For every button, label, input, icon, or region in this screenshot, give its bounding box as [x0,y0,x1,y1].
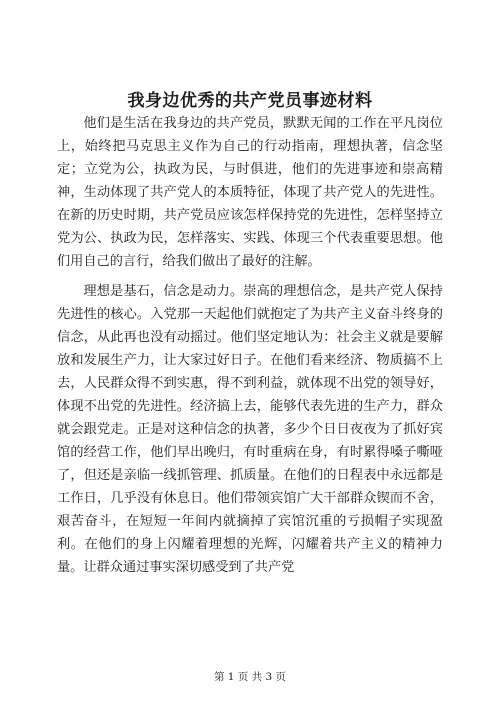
document-title: 我身边优秀的共产党员事迹材料 [127,91,373,111]
page-footer: 第 1 页 共 3 页 [213,671,287,683]
document-body [57,112,443,579]
paragraph-1: 他们是生活在我身边的共产党员，默默无闻的工作在平凡岗位上，始终把马克思主义作为自己的行动指南，理想执著，信念坚定；立党为公，执政为民，与时俱进，他们的先进事迹和崇高精神，生动体现了共产党人的本质特征，体现了共产党人的先进性。在新的历史时期，共产党员应该怎样保持党的先进性，怎样坚持立党为公、执政为民，怎样落实、实践、体现三个代表重要思想。他们用自己的言行，给我们做出了最好的注解。 [57,116,443,269]
paragraph-2: 理想是基石，信念是动力。崇高的理想信念，是共产党人保持先进性的核心。入党那一天起他们就抱定了为共产主义奋斗终身的信念，从此再也没有动摇过。他们坚定地认为：社会主义就是要解放和发展生产力，让大家过好日子。在他们看来经济、物质搞不上去，人民群众得不到实惠，得不到利益，就体现不出党的领导好，体现不出党的先进性。经济搞上去，能够代表先进的生产力，群众就会跟党走。正是对这种信念的执著，多少个日日夜夜为了抓好宾馆的经营工作，他们早出晚归，有时重病在身，有时累得嗓子嘶哑了，但还是亲临一线抓管理、抓质量。在他们的日程表中永远都是工作日，几乎没有休息日。他们带领宾馆广大干部群众锲而不舍，艰苦奋斗，在短短一年间内就摘掉了宾馆沉重的亏损帽子实现盈利。在他们的身上闪耀着理想的光辉，闪耀着共产主义的精神力量。让群众通过事实深切感受到了共产党 [57,284,443,575]
